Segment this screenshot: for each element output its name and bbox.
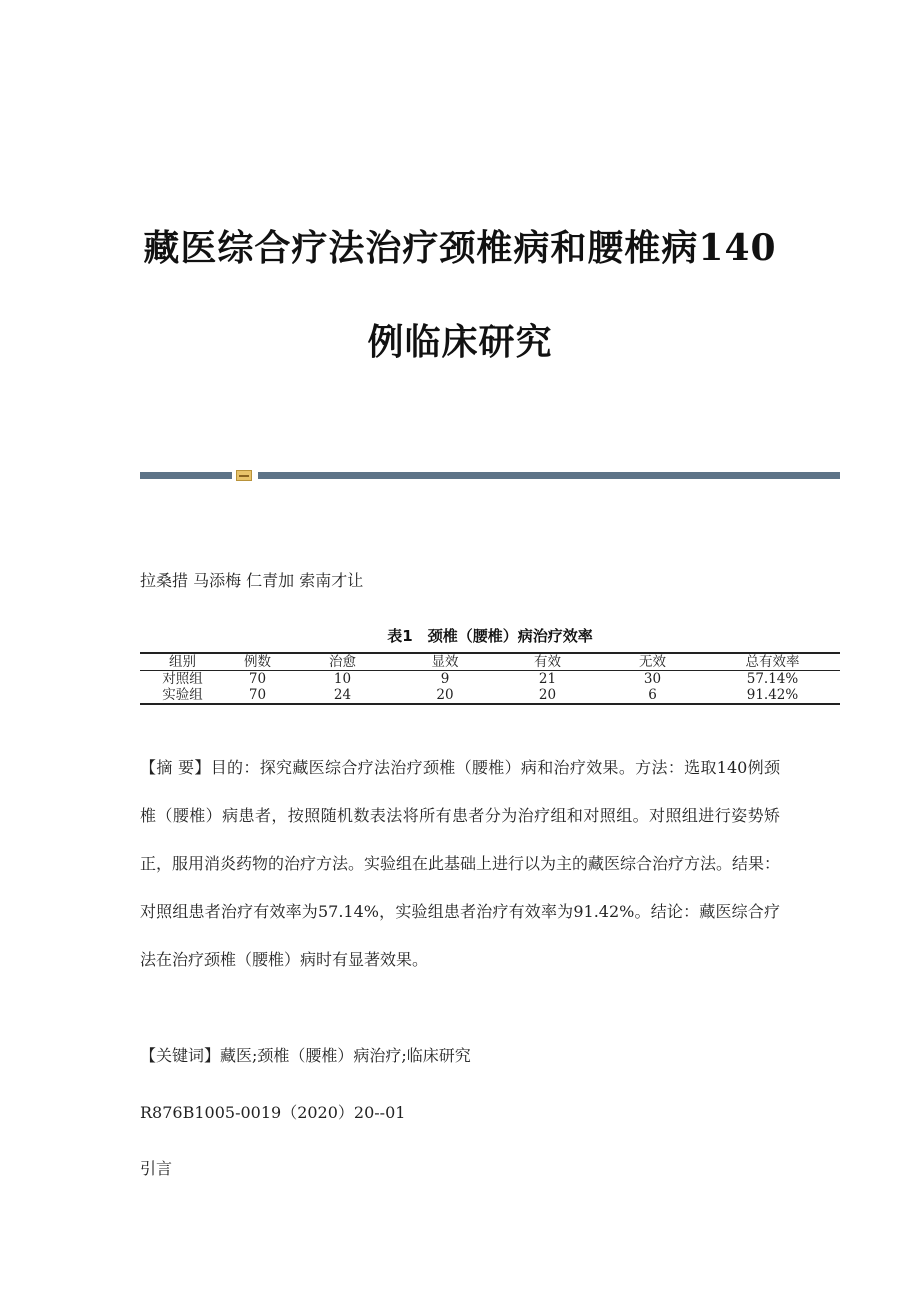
classification-code: R876B1005-0019（2020）20--01 [140,1103,406,1122]
divider-emblem-icon [236,470,252,481]
keywords-text: 藏医;颈椎（腰椎）病治疗;临床研究 [220,1046,471,1065]
table-header-cell: 有效 [495,653,600,671]
abstract-text: 目的：探究藏医综合疗法治疗颈椎（腰椎）病和治疗效果。方法：选取140例颈椎（腰椎）病患者，按照随机数表法将所有患者分为治疗组和对照组。对照组进行姿势矫正，服用消炎药物的治疗方法。实验组在此基础上进行以为主的藏医综合治疗方法。结果：对照组患者治疗有效率为57.14%，实验组患者治疗有效率为91.42%。结论：藏医综合疗法在治疗颈椎（腰椎）病时有显著效果。 [140,758,781,969]
table-header-cell: 例数 [225,653,290,671]
table-header-cell: 治愈 [290,653,395,671]
table-cell: 20 [436,687,454,703]
table-cell: 57.14% [746,671,799,687]
table-cell: 对照组 [162,671,203,687]
document-title-line-1: 藏医综合疗法治疗颈椎病和腰椎病140 [143,227,777,269]
table-header-row [140,653,840,671]
keywords-label: 【关键词】 [140,1046,221,1065]
table-cell: 实验组 [162,687,203,703]
table-cell: 21 [538,671,557,687]
table-header-cell: 显效 [395,653,495,671]
author-list: 拉桑措 马添梅 仁青加 索南才让 [140,571,364,590]
document-title-line-2: 例临床研究 [367,321,553,363]
table-row [140,671,840,688]
efficacy-table [140,652,840,705]
table-cell: 91.42% [746,687,799,703]
table-header-cell: 组别 [140,653,225,671]
table-cell: 20 [538,687,557,703]
table-cell: 70 [248,671,267,687]
table-cell: 9 [440,671,450,687]
table-header-cell: 无效 [600,653,705,671]
keywords-line [140,1043,471,1066]
table-cell: 10 [333,671,352,687]
abstract-paragraph [140,744,780,984]
divider-bar-right [258,472,840,479]
table-row [140,687,840,704]
table-cell: 24 [333,687,352,703]
table-cell: 6 [648,687,657,703]
table-cell: 30 [643,671,662,687]
section-heading: 引言 [140,1159,173,1178]
abstract-label: 【摘 要】 [140,758,211,777]
table-cell: 70 [248,687,267,703]
table-header-cell: 总有效率 [705,653,840,671]
divider-bar-left [140,472,232,479]
title-divider [140,470,840,482]
table-caption: 表1 颈椎（腰椎）病治疗效率 [387,627,593,645]
